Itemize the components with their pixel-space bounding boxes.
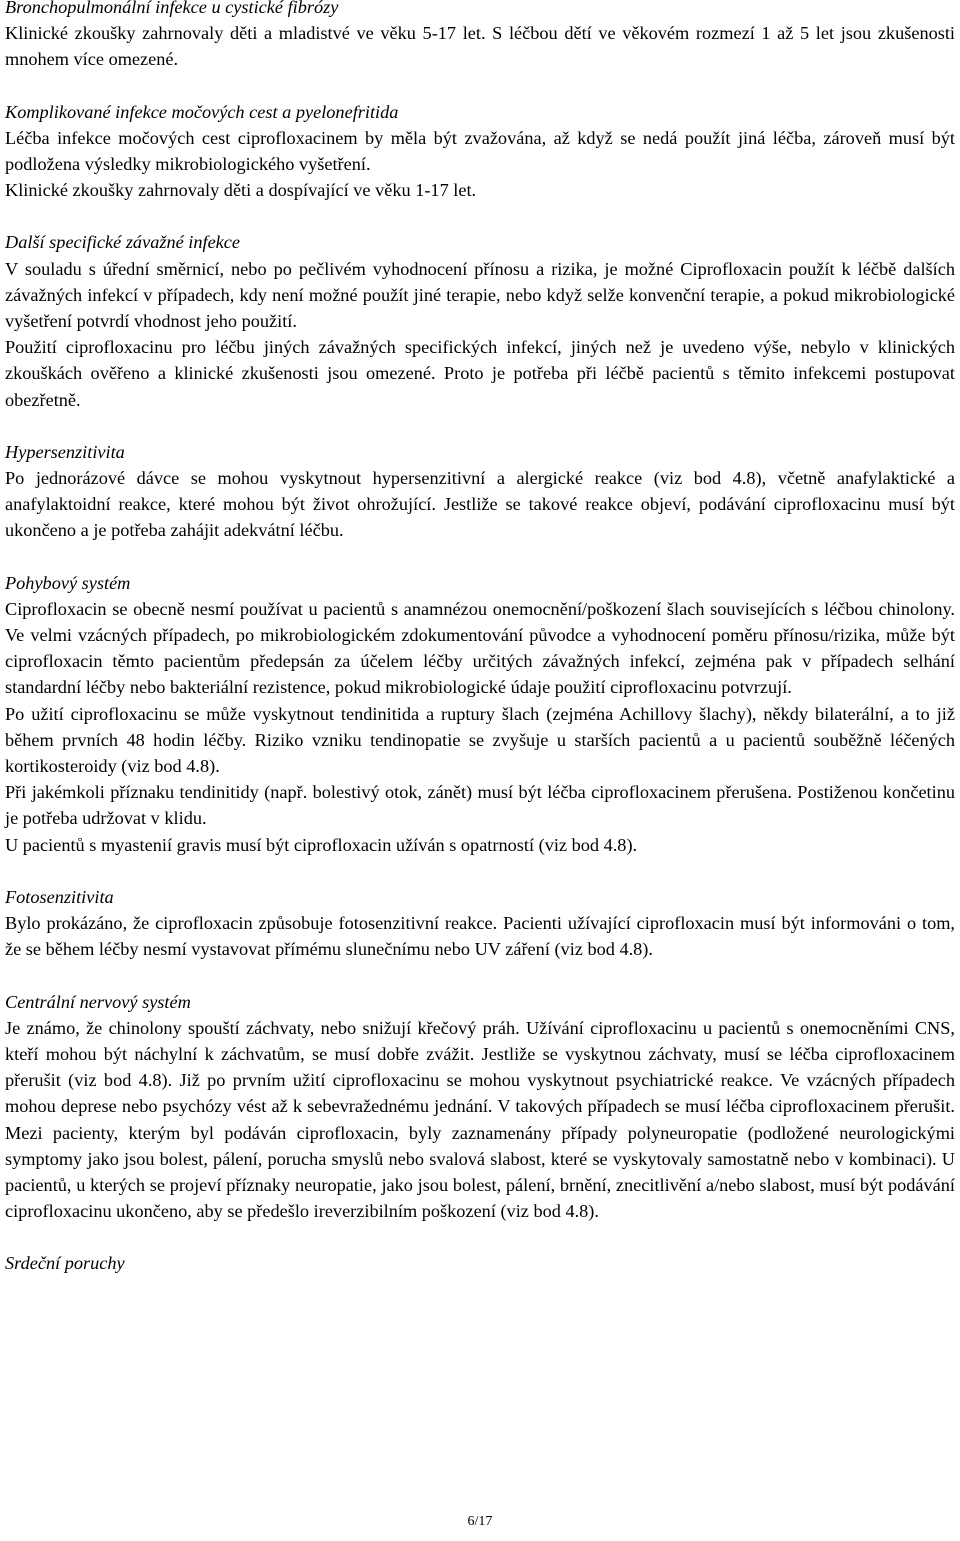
spacer [5,858,955,884]
section-heading: Hypersenzitivita [5,441,125,462]
section-paragraph: Při jakémkoli příznaku tendinitidy (např. bolestivý otok, zánět) musí být léčba ciprofloxacinem přerušena. Postiženou končetinu je potřeba udržovat v klidu. [5,782,955,829]
section-paragraph: Bylo prokázáno, že ciprofloxacin způsobuje fotosenzitivní reakce. Pacienti užívající ciprofloxacin musí být informováni o tom, že se během léčby nesmí vystavovat přímému slunečnímu nebo UV záření (viz bod 4.8). [5,913,955,960]
section-heading: Další specifické závažné infekce [5,232,241,253]
section-heading: Bronchopulmonální infekce u cystické fibrózy [5,0,339,17]
spacer [5,413,955,439]
section-heading: Centrální nervový systém [5,991,191,1012]
section-other-serious-infections [5,229,955,412]
section-paragraph: Léčba infekce močových cest ciprofloxacinem by měla být zvažována, až když se nedá použít jiná léčba, zároveň musí být podložena výsledky mikrobiologického vyšetření. [5,127,955,175]
section-paragraph: Ciprofloxacin se obecně nesmí používat u pacientů s anamnézou onemocnění/poškození šlach souvisejících s léčbou chinolony. Ve velmi vzácných případech, po mikrobiologickém zdokumentování původce a vyhodnocení poměru přínosu/rizika, může být ciprofloxacin těmto pacientům předepsán za účelem léčby určitých závažných infekcí, zejména pak v případech selhání standardní léčby nebo bakteriální rezistence, pokud mikrobiologické údaje použití ciprofloxacinu potvrzují. [5,598,955,698]
section-paragraph: U pacientů s myastenií gravis musí být ciprofloxacin užíván s opatrností (viz bod 4.8). [5,834,638,855]
section-paragraph: V souladu s úřední směrnicí, nebo po pečlivém vyhodnocení přínosu a rizika, je možné Ciprofloxacin použít k léčbě dalších závažných infekcí v případech, kdy není možné použít jiné terapie, nebo když selže konvenční terapie, a pokud mikrobiologické vyšetření potvrdí vhodnost jeho použití. [5,258,955,332]
document-page [5,0,955,1277]
section-cns [5,989,955,1225]
spacer [5,203,955,229]
section-paragraph: Po užití ciprofloxacinu se může vyskytnout tendinitida a ruptury šlach (zejména Achillovy šlachy), někdy bilaterální, a to již během prvních 48 hodin léčby. Riziko vzniku tendinopatie se zvyšuje u starších pacientů a u pacientů souběžně léčených kortikosteroidy (viz bod 4.8). [5,703,955,777]
section-photosensitivity [5,884,955,963]
section-heading: Fotosenzitivita [5,886,114,907]
section-musculoskeletal [5,570,955,858]
section-paragraph: Klinické zkoušky zahrnovaly děti a dospívající ve věku 1-17 let. [5,180,477,201]
page-number: 6/17 [467,1514,493,1529]
section-paragraph: Je známo, že chinolony spouští záchvaty, nebo snižují křečový práh. Užívání ciprofloxacinu u pacientů s onemocněními CNS, kteří mohou být náchylní k záchvatům, se musí dobře zvážit. Jestliže se vyskytnou záchvaty, musí se léčba ciprofloxacinem přerušit (viz bod 4.8). Již po prvním užití ciprofloxacinu se mohou vyskytnout psychiatrické reakce. Ve vzácných případech mohou deprese nebo psychózy vést až k sebevražednému jednání. V takových případech se musí léčba ciprofloxacinem přerušit. Mezi pacienty, kterým byl podáván ciprofloxacin, byly zaznamenány případy polyneuropatie (podložené neurologickými symptomy jako jsou bolest, pálení, porucha smyslů nebo svalová slabost, které se vyskytovaly samostatně nebo v kombinaci). U pacientů, u kterých se projeví příznaky neuropatie, jako jsou bolest, pálení, brnění, znecitlivění a/nebo slabost, musí být podávání ciprofloxacinu ukončeno, aby se předešlo ireverzibilním poškození (viz bod 4.8). [5,1017,955,1222]
section-hypersensitivity [5,439,955,544]
section-paragraph: Použití ciprofloxacinu pro léčbu jiných závažných specifických infekcí, jiných než je uvedeno výše, nebylo v klinických zkouškách ověřeno a klinické zkušenosti jsou omezené. Proto je potřeba při léčbě pacientů s těmito infekcemi postupovat obezřetně. [5,337,955,410]
spacer [5,963,955,989]
spacer [5,544,955,570]
section-heading: Komplikované infekce močových cest a pyelonefritida [5,101,399,122]
section-cardiac-disorders [5,1250,955,1276]
section-paragraph: Po jednorázové dávce se mohou vyskytnout hypersenzitivní a alergické reakce (viz bod 4.8), včetně anafylaktické a anafylaktoidní reakce, které mohou být život ohrožující. Jestliže se takové reakce objeví, podávání ciprofloxacinu musí být ukončeno a je potřeba zahájit adekvátní léčbu. [5,468,955,541]
section-paragraph: Klinické zkoušky zahrnovaly děti a mladistvé ve věku 5-17 let. S léčbou dětí ve věkovém rozmezí 1 až 5 let jsou zkušenosti mnohem více omezené. [5,23,955,70]
section-heading: Srdeční poruchy [5,1253,125,1274]
section-urinary-infections [5,99,955,204]
section-cystic-fibrosis [5,0,955,73]
spacer [5,1224,955,1250]
spacer [5,73,955,99]
section-heading: Pohybový systém [5,572,131,593]
